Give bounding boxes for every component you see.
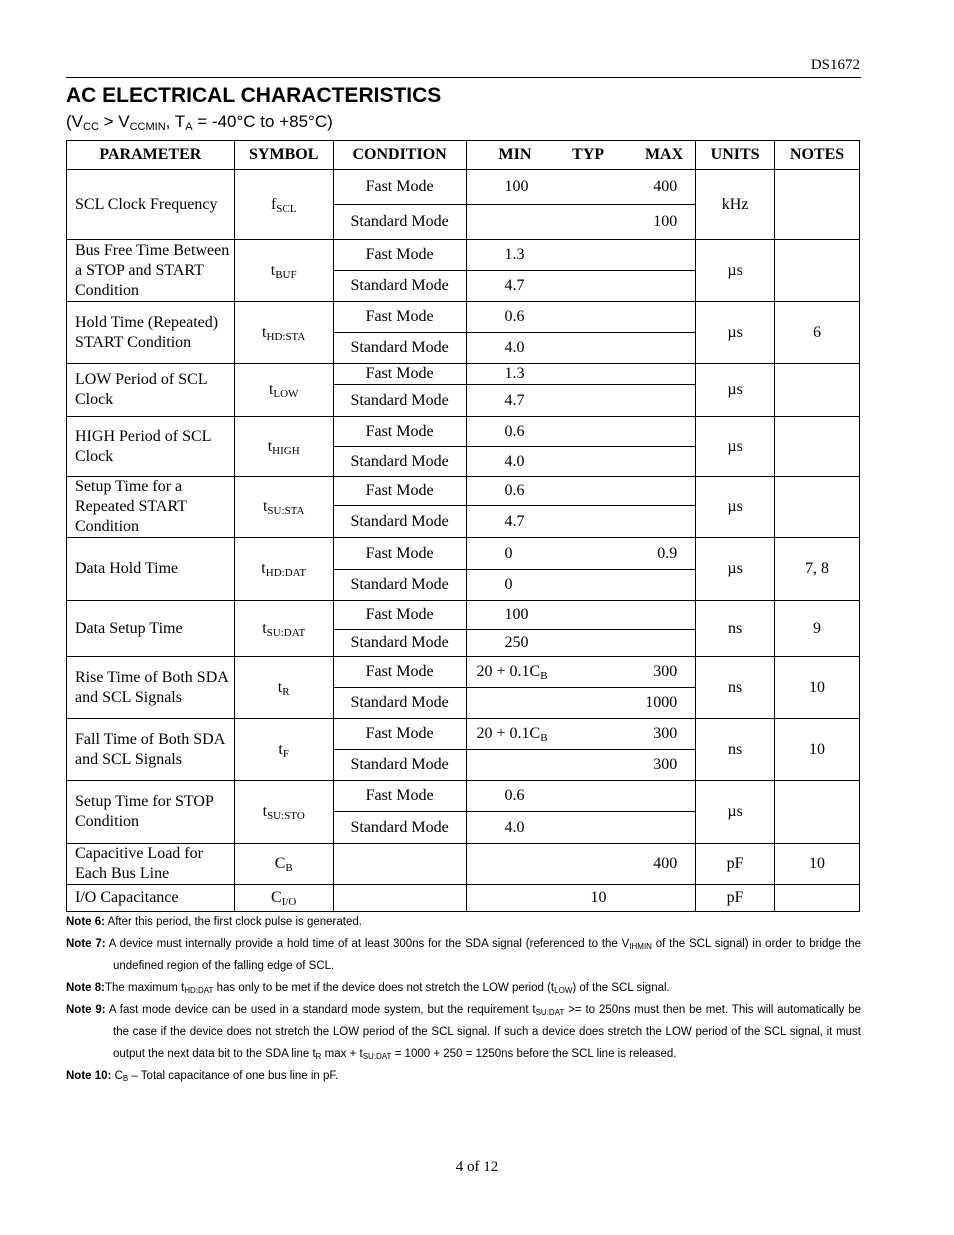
parameter-cell: Bus Free Time Between a STOP and START Condition: [67, 240, 235, 302]
max-value: 400: [653, 178, 678, 195]
values-cell: [466, 538, 696, 570]
min-value: 4.7: [504, 512, 525, 530]
min-value: 0: [504, 544, 513, 562]
condition-cell: Fast Mode: [333, 781, 466, 812]
values-cell: [466, 688, 696, 719]
table-row: [67, 719, 860, 750]
note-9: Note 9: A fast mode device can be used in a standard mode system, but the requirement $t_{SU:DAT}$ >= to 250ns must then be met. This will automatically be the case if the device does not stretch the LOW period of the SCL signal. If such a device does stretch the LOW period of the SCL signal, it must output the next data bit to the SDA line $t_R$ $\max + t_{SU:DAT} = 1000 + 250 = 1250ns$ before the SCL line is released.: [66, 1004, 861, 1061]
page-title: AC ELECTRICAL CHARACTERISTICS: [66, 84, 442, 107]
condition-cell: Fast Mode: [333, 364, 466, 385]
parameter-cell: SCL Clock Frequency: [67, 170, 235, 240]
parameter-cell: Rise Time of Both SDA and SCL Signals: [67, 657, 235, 719]
condition-cell: Standard Mode: [333, 750, 466, 781]
values-cell: [466, 601, 696, 630]
units-cell: ns: [696, 719, 775, 781]
min-value: 0.6: [504, 787, 525, 804]
ac-characteristics-table: [66, 140, 860, 912]
max-value: 300: [653, 725, 678, 742]
note-8: Note 8:The maximum $t_{HD:DAT}$ has only to be met if the device does not stretch the LOW period $(t_{LOW})$ of the SCL signal.: [66, 982, 670, 995]
document-id: DS1672: [810, 57, 860, 73]
min-value: 0.6: [504, 482, 525, 499]
notes-cell: [775, 417, 860, 477]
page-number: 4 of 12: [455, 1159, 499, 1175]
condition-cell: Standard Mode: [333, 271, 466, 302]
parameter-cell: Capacitive Load for Each Bus Line: [67, 844, 235, 885]
condition-cell: Fast Mode: [333, 657, 466, 688]
symbol-cell: $t_R$: [234, 657, 333, 719]
units-cell: kHz: [696, 170, 775, 240]
min-value: 0: [504, 576, 513, 593]
table-row: [67, 885, 860, 912]
units-cell: µs: [696, 240, 775, 302]
condition-cell: [333, 885, 466, 912]
min-value: $20 + 0.1C_B$: [476, 663, 548, 682]
values-cell: [466, 812, 696, 844]
units-cell: pF: [696, 885, 775, 912]
values-cell: [466, 170, 696, 205]
units-cell: µs: [696, 781, 775, 844]
parameter-cell: HIGH Period of SCL Clock: [67, 417, 235, 477]
condition-cell: Fast Mode: [333, 719, 466, 750]
condition-cell: [333, 844, 466, 885]
max-value: 100: [653, 213, 678, 230]
col-header-symbol: SYMBOL: [234, 141, 333, 170]
units-cell: µs: [696, 302, 775, 364]
col-header-units: UNITS: [696, 141, 775, 170]
table-row: [67, 170, 860, 205]
values-cell: [466, 302, 696, 333]
min-value: 4.7: [504, 277, 525, 294]
units-cell: ns: [696, 657, 775, 719]
min-value: $20 + 0.1C_B$: [476, 725, 548, 744]
note-6: Note 6: After this period, the first clock pulse is generated.: [66, 916, 362, 928]
notes-cell: 6: [775, 302, 860, 364]
symbol-cell: $t_{SU:DAT}$: [234, 601, 333, 657]
parameter-cell: Fall Time of Both SDA and SCL Signals: [67, 719, 235, 781]
condition-cell: Fast Mode: [333, 170, 466, 205]
units-cell: µs: [696, 538, 775, 601]
values-cell: [466, 417, 696, 447]
table-row: [67, 601, 860, 630]
conditions-subtitle: ($V_{CC} > V_{CCMIN}$, $T_A = -40^\circ C$ to +85°C): [66, 112, 333, 133]
units-cell: µs: [696, 417, 775, 477]
notes-cell: [775, 781, 860, 844]
col-header-notes: NOTES: [775, 141, 860, 170]
units-cell: µs: [696, 477, 775, 538]
notes-cell: [775, 240, 860, 302]
table-row: [67, 364, 860, 385]
parameter-cell: Setup Time for STOP Condition: [67, 781, 235, 844]
symbol-cell: $C_B$: [234, 844, 333, 885]
notes-cell: 10: [775, 719, 860, 781]
condition-cell: Standard Mode: [333, 447, 466, 477]
condition-cell: Fast Mode: [333, 240, 466, 271]
min-value: 0.6: [504, 308, 525, 325]
header-rule: [66, 77, 861, 78]
parameter-cell: Hold Time (Repeated) START Condition: [67, 302, 235, 364]
min-value: 100: [504, 178, 529, 195]
condition-cell: Standard Mode: [333, 506, 466, 538]
notes-cell: 9: [775, 601, 860, 657]
notes-cell: 10: [775, 844, 860, 885]
symbol-cell: $t_{SU:STO}$: [234, 781, 333, 844]
notes-cell: 10: [775, 657, 860, 719]
values-cell: [466, 447, 696, 477]
min-value: 4.0: [504, 818, 525, 836]
values-cell: [466, 271, 696, 302]
col-header-parameter: PARAMETER: [67, 141, 235, 170]
notes-cell: [775, 885, 860, 912]
table-row: [67, 844, 860, 885]
values-cell: [466, 657, 696, 688]
min-value: 0.6: [504, 422, 525, 440]
col-header-min-typ-max: MIN TYP MAX: [466, 141, 696, 170]
max-value: 300: [653, 663, 678, 680]
units-cell: pF: [696, 844, 775, 885]
table-row: [67, 538, 860, 570]
condition-cell: Standard Mode: [333, 570, 466, 601]
table-row: [67, 657, 860, 688]
condition-cell: Fast Mode: [333, 302, 466, 333]
max-value: 0.9: [657, 544, 678, 562]
notes-cell: [775, 477, 860, 538]
symbol-cell: $t_F$: [234, 719, 333, 781]
parameter-cell: Setup Time for a Repeated START Condition: [67, 477, 235, 538]
values-cell: [466, 885, 696, 912]
condition-cell: Standard Mode: [333, 688, 466, 719]
min-value: 100: [504, 606, 529, 623]
values-cell: [466, 844, 696, 885]
condition-cell: Standard Mode: [333, 385, 466, 417]
condition-cell: Standard Mode: [333, 812, 466, 844]
values-cell: [466, 719, 696, 750]
table-header-row: [67, 141, 860, 170]
col-header-condition: CONDITION: [333, 141, 466, 170]
min-value: 1.3: [504, 365, 525, 382]
values-cell: [466, 630, 696, 657]
values-cell: [466, 385, 696, 417]
values-cell: [466, 781, 696, 812]
symbol-cell: $t_{HD:DAT}$: [234, 538, 333, 601]
condition-cell: Fast Mode: [333, 477, 466, 506]
note-7: Note 7: A device must internally provide a hold time of at least 300ns for the SDA signal (referenced to the $V_{IHMIN}$ of the SCL signal) in order to bridge the undefined region of the falling edge of SCL.: [66, 938, 861, 972]
table-row: [67, 417, 860, 447]
values-cell: [466, 750, 696, 781]
values-cell: [466, 477, 696, 506]
max-value: 300: [653, 756, 678, 773]
min-value: 250: [504, 634, 529, 651]
min-value: 4.7: [504, 391, 525, 409]
symbol-cell: $f_{SCL}$: [234, 170, 333, 240]
min-value: 4.0: [504, 339, 525, 356]
values-cell: [466, 364, 696, 385]
parameter-cell: LOW Period of SCL Clock: [67, 364, 235, 417]
note-10: Note 10: $C_B$ – Total capacitance of one bus line in pF.: [66, 1070, 339, 1083]
condition-cell: Standard Mode: [333, 333, 466, 364]
symbol-cell: $t_{LOW}$: [234, 364, 333, 417]
table-row: [67, 302, 860, 333]
condition-cell: Standard Mode: [333, 205, 466, 240]
values-cell: [466, 570, 696, 601]
max-value: 1000: [645, 694, 678, 711]
parameter-cell: I/O Capacitance: [67, 885, 235, 912]
symbol-cell: $t_{SU:STA}$: [234, 477, 333, 538]
units-cell: ns: [696, 601, 775, 657]
notes-cell: [775, 170, 860, 240]
notes-cell: [775, 364, 860, 417]
table-row: [67, 477, 860, 506]
min-value: 4.0: [504, 452, 525, 470]
symbol-cell: $t_{BUF}$: [234, 240, 333, 302]
notes-cell: 7, 8: [775, 538, 860, 601]
values-cell: [466, 333, 696, 364]
parameter-cell: Data Setup Time: [67, 601, 235, 657]
parameter-cell: Data Hold Time: [67, 538, 235, 601]
table-row: [67, 781, 860, 812]
units-cell: µs: [696, 364, 775, 417]
values-cell: [466, 240, 696, 271]
values-cell: [466, 205, 696, 240]
condition-cell: Fast Mode: [333, 601, 466, 630]
symbol-cell: $C_{I/O}$: [234, 885, 333, 912]
values-cell: [466, 506, 696, 538]
max-value: 400: [653, 855, 678, 872]
symbol-cell: $t_{HD:STA}$: [234, 302, 333, 364]
min-value: 1.3: [504, 246, 525, 263]
typ-value: 10: [590, 889, 607, 906]
symbol-cell: $t_{HIGH}$: [234, 417, 333, 477]
condition-cell: Fast Mode: [333, 538, 466, 570]
notes-section: [66, 911, 861, 1087]
table-row: [67, 240, 860, 271]
condition-cell: Fast Mode: [333, 417, 466, 447]
condition-cell: Standard Mode: [333, 630, 466, 657]
